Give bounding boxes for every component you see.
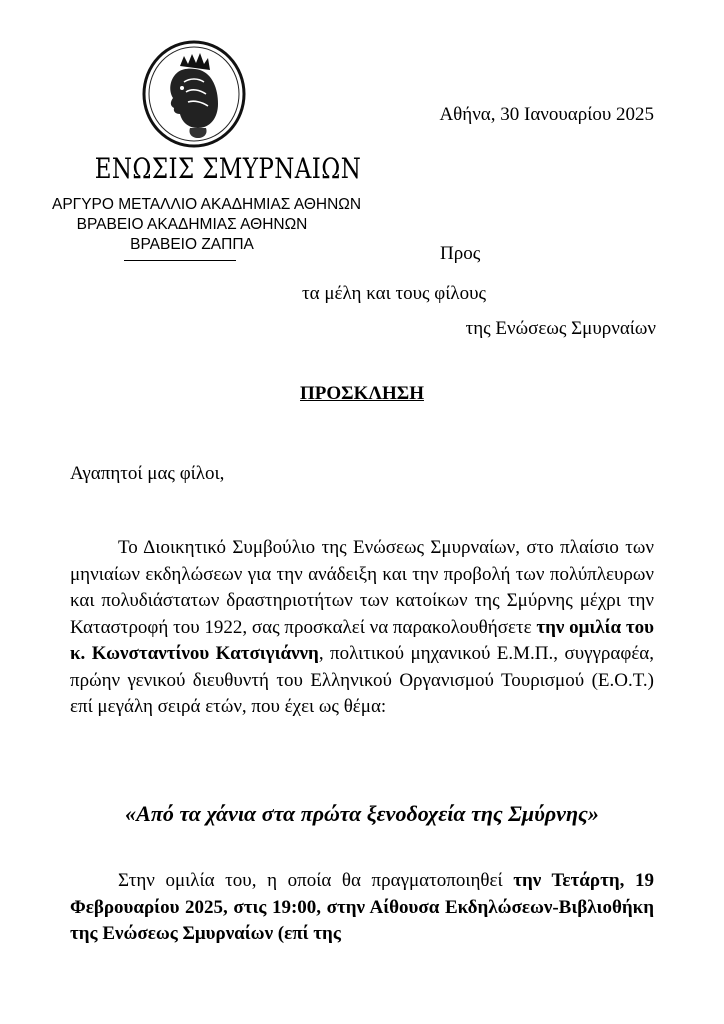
recipient-union: της Ενώσεως Σμυρναίων bbox=[465, 318, 656, 339]
lecture-subject: «Από τα χάνια στα πρώτα ξενοδοχεία της Σμύρνης» bbox=[125, 801, 599, 826]
letter-title: ΠΡΟΣΚΛΗΣΗ bbox=[300, 383, 424, 404]
award-line-2: ΒΡΑΒΕΙΟ ΑΚΑΔΗΜΙΑΣ ΑΘΗΝΩΝ bbox=[76, 216, 308, 233]
recipient-members: τα μέλη και τους φίλους bbox=[302, 283, 486, 304]
greeting: Αγαπητοί μας φίλοι, bbox=[70, 463, 225, 484]
event-paragraph bbox=[70, 868, 654, 948]
award-line-3: ΒΡΑΒΕΙΟ ΖΑΠΠΑ bbox=[130, 236, 254, 253]
smyrna-seal-icon bbox=[140, 38, 248, 150]
recipient-to: Προς bbox=[440, 243, 481, 264]
award-line-1: ΑΡΓΥΡΟ ΜΕΤΑΛΛΙΟ ΑΚΑΔΗΜΙΑΣ ΑΘΗΝΩΝ bbox=[52, 196, 362, 213]
letter-date: Αθήνα, 30 Ιανουαρίου 2025 bbox=[439, 104, 654, 125]
event-details-highlight: την Τετάρτη, 19 Φεβρουαρίου 2025, στις 19:00, στην Αίθουσα Εκδηλώσεων-Βιβλιοθήκη της Ενώσεως Σμυρναίων (επί της bbox=[70, 870, 654, 944]
letterhead-divider bbox=[124, 260, 236, 261]
speaker-highlight: την ομιλία του κ. Κωνσταντίνου Κατσιγιάννη bbox=[70, 616, 654, 664]
body-text-1: Το Διοικητικό Συμβούλιο της Ενώσεως Σμυρναίων, στο πλαίσιο των μηνιαίων εκδηλώσεων για την ανάδειξη και την προβολή των πολύπλευρων και πολυδιάστατων δραστηριοτήτων των κατοίκων της Σμύρνης μέχρι την Καταστροφή του 1922, σας προσκαλεί να παρακολουθήσετε bbox=[70, 537, 654, 638]
organization-name: ΕΝΩΣΙΣ ΣΜΥΡΝΑΙΩΝ bbox=[94, 152, 362, 185]
body-paragraph bbox=[70, 535, 654, 721]
event-text-1: Στην ομιλία του, η οποία θα πραγματοποιηθεί bbox=[118, 870, 514, 891]
body-text-2: , πολιτικού μηχανικού Ε.Μ.Π., συγγραφέα, πρώην γενικού διευθυντή του Ελληνικού Οργανισμού Τουρισμού (Ε.Ο.Τ.) επί μεγάλη σειρά ετών, που έχει ως θέμα: bbox=[70, 643, 654, 717]
